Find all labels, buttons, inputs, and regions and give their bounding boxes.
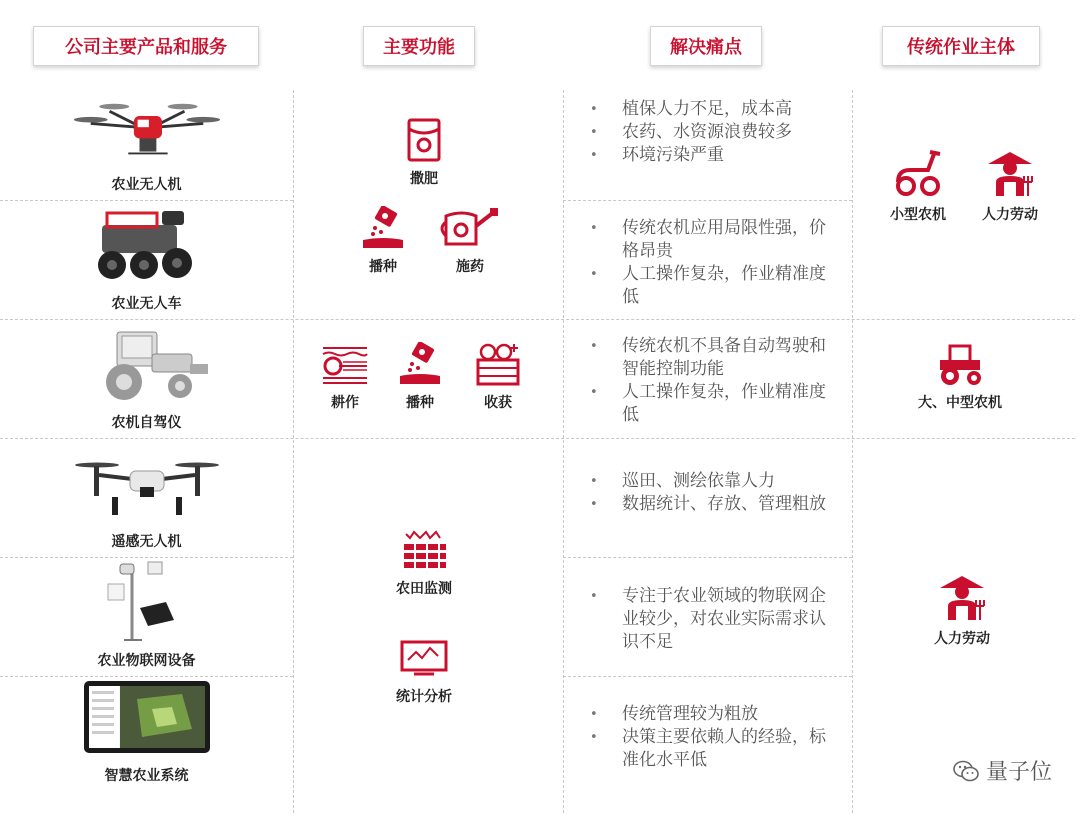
pain-points-5 — [586, 585, 836, 654]
watermark — [952, 755, 1052, 786]
seeding-icon — [398, 342, 442, 386]
wechat-icon — [952, 759, 980, 783]
pain-points-3 — [586, 335, 836, 427]
pain-points-1 — [586, 98, 836, 167]
function-label: 撒肥 — [410, 171, 438, 187]
product-label: 农业无人机 — [111, 177, 182, 193]
product-label: 农业无人车 — [111, 296, 182, 312]
header-functions: 主要功能 — [363, 26, 475, 66]
chart-monitor-icon — [400, 636, 448, 680]
tablet-map-icon — [72, 677, 222, 757]
divider-v3 — [852, 90, 853, 813]
subject-manual-labor — [970, 148, 1050, 224]
function-seeding — [355, 206, 411, 276]
product-agri-vehicle — [0, 200, 293, 319]
pain-item: • 传统农机应用局限性强，价格昂贵 — [586, 217, 836, 263]
pain-item: • 专注于农业领域的物联网企业较少，对农业实际需求认识不足 — [586, 585, 836, 654]
function-harvest — [470, 342, 526, 412]
product-autopilot — [0, 319, 293, 438]
subject-label: 小型农机 — [890, 207, 946, 223]
harvest-crate-icon — [474, 342, 522, 386]
subject-manual-labor-2 — [922, 572, 1002, 648]
product-label: 农业物联网设备 — [97, 653, 196, 669]
subject-label: 人力劳动 — [982, 207, 1038, 223]
farmer-icon — [984, 148, 1036, 198]
iot-station-icon — [72, 558, 222, 642]
divider-v2 — [563, 90, 564, 813]
function-label: 耕作 — [331, 395, 359, 411]
function-label: 播种 — [406, 395, 434, 411]
header-products: 公司主要产品和服务 — [33, 26, 259, 66]
robot-vehicle-icon — [72, 205, 222, 285]
pain-item: • 环境污染严重 — [586, 144, 836, 167]
product-label: 遥感无人机 — [111, 534, 182, 550]
fertilizer-icon — [402, 118, 446, 162]
function-label: 统计分析 — [396, 689, 452, 705]
pain-item: • 人工操作复杂，作业精准度低 — [586, 263, 836, 309]
pain-points-4 — [586, 470, 836, 516]
product-iot — [0, 557, 293, 676]
header-subjects: 传统作业主体 — [882, 26, 1040, 66]
divider-h4b — [563, 557, 852, 558]
pain-item: • 人工操作复杂，作业精准度低 — [586, 381, 836, 427]
function-statistics — [388, 636, 460, 706]
subject-label: 人力劳动 — [934, 631, 990, 647]
divider-v1 — [293, 90, 294, 813]
function-label: 施药 — [456, 259, 484, 275]
function-field-monitor — [388, 528, 460, 598]
tractor-icon — [72, 324, 222, 404]
function-spray — [438, 206, 502, 276]
product-agri-drone — [0, 90, 293, 200]
subject-label: 大、中型农机 — [918, 395, 1002, 411]
function-fertilize — [396, 118, 452, 188]
product-label: 农机自驾仪 — [111, 415, 182, 431]
field-monitor-icon — [400, 528, 448, 572]
pain-item: • 农药、水资源浪费较多 — [586, 121, 836, 144]
pain-points-2 — [586, 217, 836, 309]
seeding-icon — [361, 206, 405, 250]
pain-item: • 传统农机不具备自动驾驶和智能控制功能 — [586, 335, 836, 381]
function-label: 农田监测 — [396, 581, 452, 597]
large-tractor-icon — [934, 342, 986, 386]
subject-large-machine — [905, 342, 1015, 412]
divider-h1b — [563, 200, 852, 201]
function-tillage — [317, 342, 373, 412]
quadcopter-icon — [72, 451, 222, 523]
tillage-icon — [321, 342, 369, 386]
subject-small-machine — [882, 148, 954, 224]
pain-item: • 决策主要依赖人的经验，标准化水平低 — [586, 726, 836, 772]
watering-can-icon — [440, 206, 500, 250]
pain-points-6 — [586, 703, 836, 772]
product-remote-drone — [0, 438, 293, 557]
small-machine-icon — [892, 148, 944, 198]
farmer-icon — [936, 572, 988, 622]
pain-item: • 巡田、测绘依靠人力 — [586, 470, 836, 493]
function-seeding-2 — [392, 342, 448, 412]
product-label: 智慧农业系统 — [104, 768, 189, 784]
function-label: 播种 — [369, 259, 397, 275]
product-smart-system — [0, 676, 293, 795]
function-label: 收获 — [484, 395, 512, 411]
watermark-text: 量子位 — [985, 760, 1052, 785]
drone-icon — [72, 94, 222, 166]
pain-item: • 数据统计、存放、管理粗放 — [586, 493, 836, 516]
divider-h5b — [563, 676, 852, 677]
pain-item: • 传统管理较为粗放 — [586, 703, 836, 726]
pain-item: • 植保人力不足，成本高 — [586, 98, 836, 121]
header-pain-points: 解决痛点 — [650, 26, 762, 66]
